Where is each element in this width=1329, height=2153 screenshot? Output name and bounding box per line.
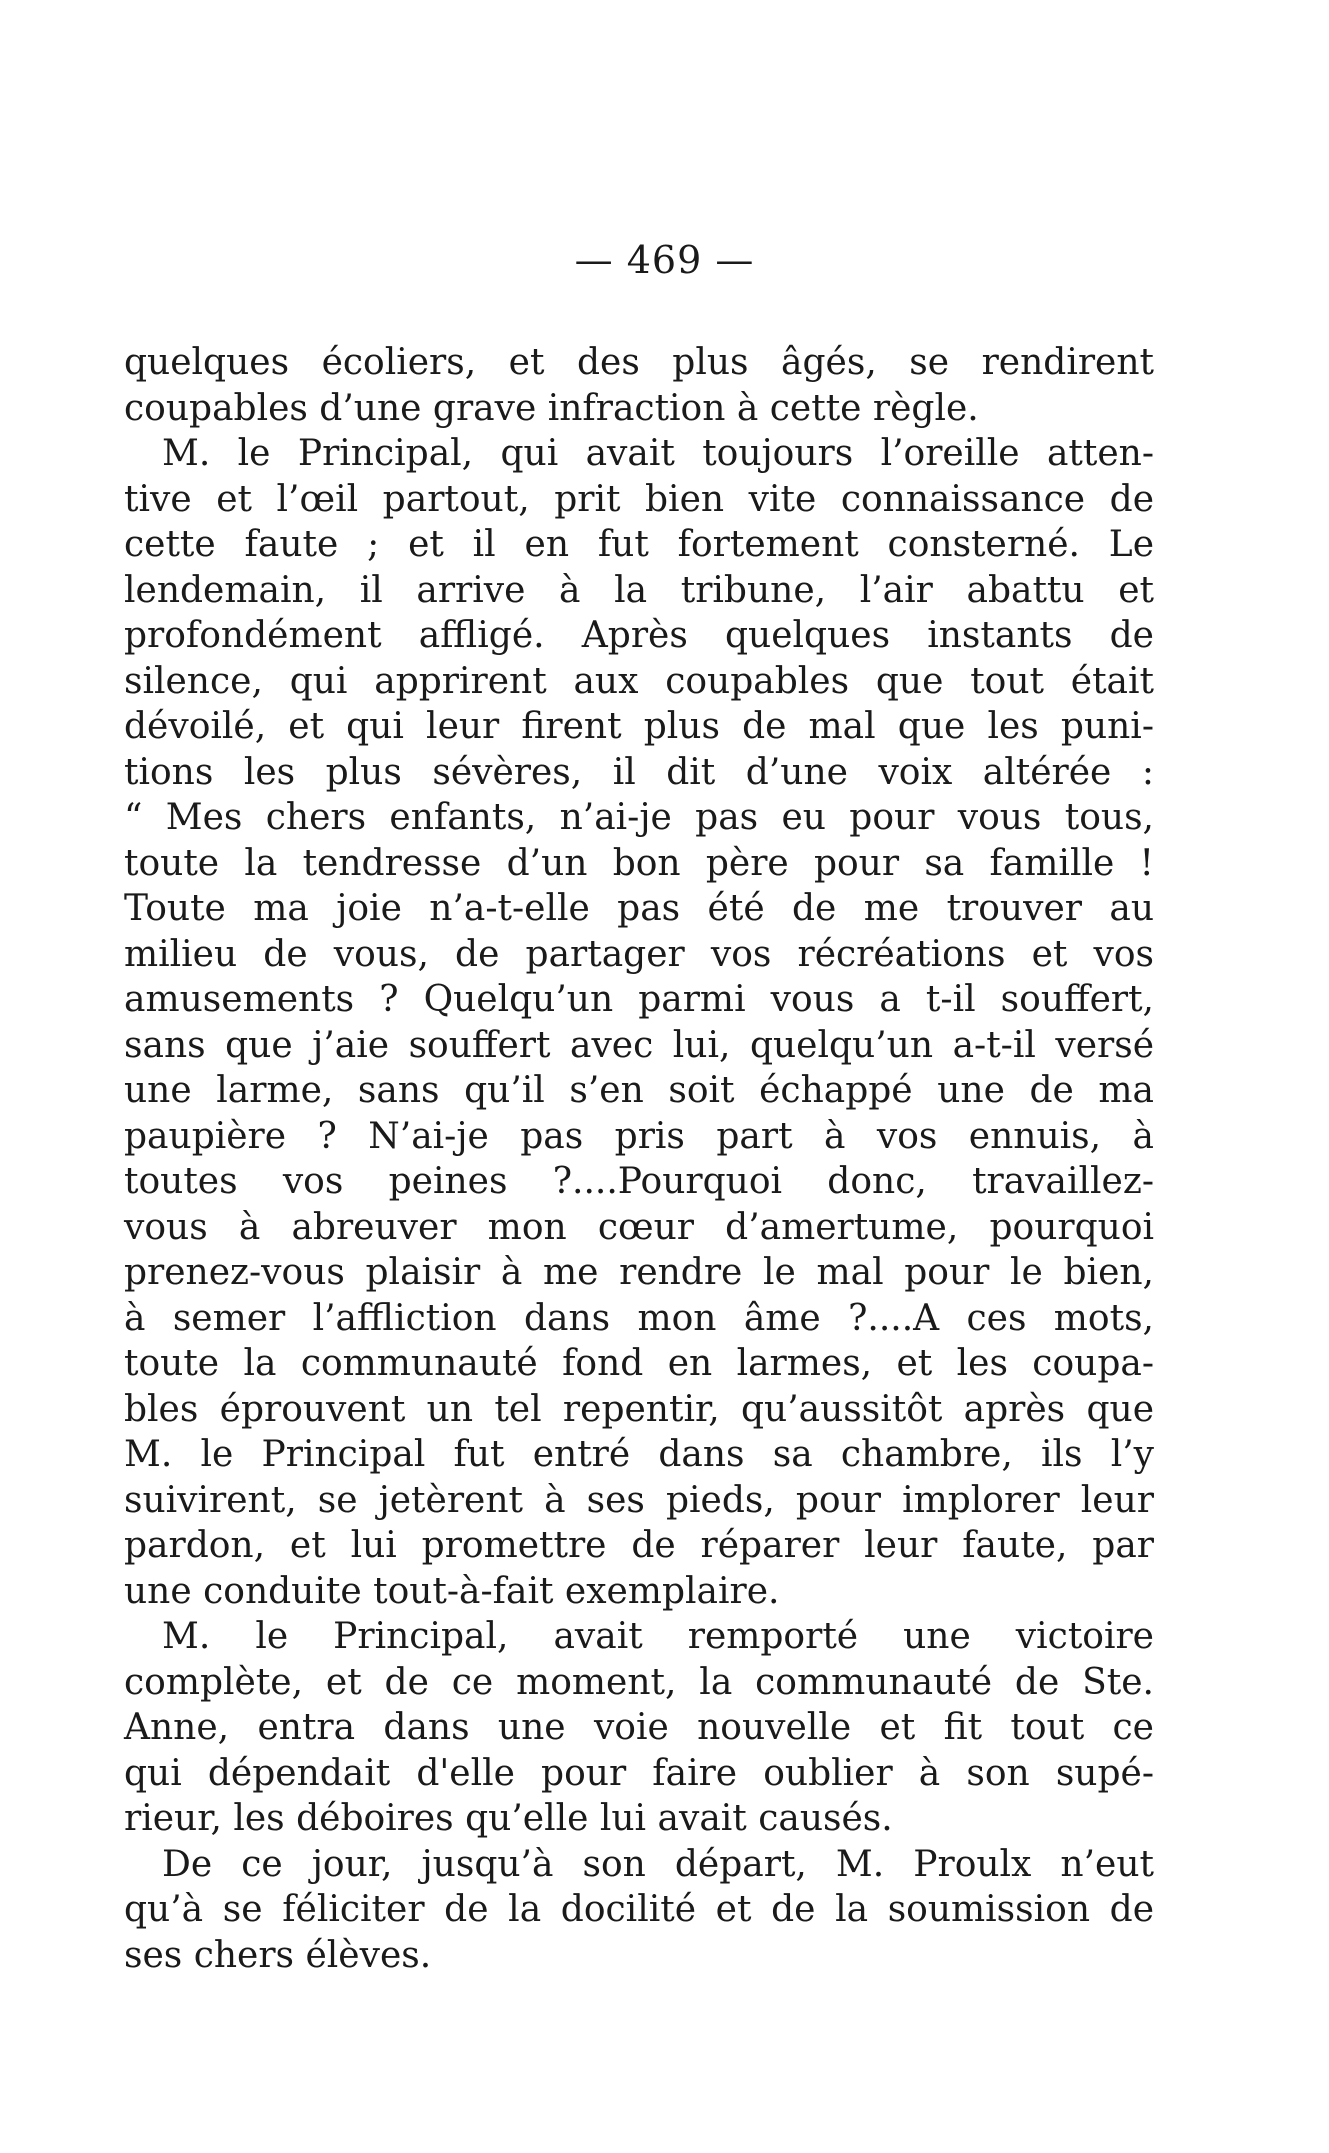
text-line: lendemain, il arrive à la tribune, l’air abattu et [124, 569, 1154, 611]
text-line: complète, et de ce moment, la communauté de Ste. [124, 1661, 1154, 1703]
text-line: M. le Principal, qui avait toujours l’oreille atten- [162, 433, 1154, 474]
body-text [124, 340, 1154, 1978]
text-line: une larme, sans qu’il s’en soit échappé une de ma [124, 1070, 1154, 1111]
text-line: toute la tendresse d’un bon père pour sa famille ! [124, 842, 1154, 884]
text-line: à semer l’affliction dans mon âme ?....A ces mots, [124, 1297, 1154, 1339]
text-line: milieu de vous, de partager vos récréations et vos [124, 933, 1154, 975]
text-line: Anne, entra dans une voie nouvelle et fit tout ce [124, 1707, 1154, 1748]
text-line: M. le Principal fut entré dans sa chambre, ils l’y [124, 1434, 1154, 1475]
text-line: Toute ma joie n’a-t-elle pas été de me trouver au [124, 888, 1154, 929]
text-line: tions les plus sévères, il dit d’une voix altérée : [124, 751, 1154, 793]
text-line: silence, qui apprirent aux coupables que tout était [124, 660, 1154, 702]
text-line: rieur, les déboires qu’elle lui avait causés. [124, 1798, 893, 1839]
text-line: dévoilé, et qui leur firent plus de mal que les puni- [124, 706, 1154, 747]
text-line: qui dépendait d'elle pour faire oublier à son supé- [124, 1752, 1154, 1794]
page-number: — 469 — [574, 238, 755, 282]
text-line: suivirent, se jetèrent à ses pieds, pour implorer leur [124, 1479, 1154, 1521]
text-line: paupière ? N’ai-je pas pris part à vos ennuis, à [124, 1115, 1154, 1157]
text-line: pardon, et lui promettre de réparer leur faute, par [124, 1525, 1154, 1566]
text-line: toute la communauté fond en larmes, et les coupa- [124, 1343, 1154, 1384]
text-line: toutes vos peines ?....Pourquoi donc, travaillez- [124, 1161, 1154, 1202]
text-line: “ Mes chers enfants, n’ai-je pas eu pour vous tous, [124, 797, 1154, 838]
text-line: coupables d’une grave infraction à cette règle. [124, 387, 979, 429]
text-line: tive et l’œil partout, prit bien vite connaissance de [124, 478, 1154, 520]
text-line: M. le Principal, avait remporté une victoire [162, 1616, 1154, 1657]
text-line: prenez-vous plaisir à me rendre le mal pour le bien, [124, 1252, 1154, 1293]
text-line: De ce jour, jusqu’à son départ, M. Proulx n’eut [162, 1843, 1154, 1885]
text-line: bles éprouvent un tel repentir, qu’aussitôt après que [124, 1388, 1154, 1430]
text-line: ses chers élèves. [124, 1934, 432, 1976]
text-line: sans que j’aie souffert avec lui, quelqu’un a-t-il versé [124, 1024, 1154, 1066]
text-line: qu’à se féliciter de la docilité et de la soumission de [124, 1889, 1154, 1930]
text-line: amusements ? Quelqu’un parmi vous a t-il souffert, [124, 979, 1154, 1020]
text-line: profondément affligé. Après quelques instants de [124, 615, 1154, 656]
text-line: une conduite tout-à-fait exemplaire. [124, 1570, 780, 1612]
text-line: quelques écoliers, et des plus âgés, se rendirent [124, 342, 1154, 383]
text-line: cette faute ; et il en fut fortement consterné. Le [124, 524, 1154, 565]
text-line: vous à abreuver mon cœur d’amertume, pourquoi [124, 1206, 1154, 1248]
